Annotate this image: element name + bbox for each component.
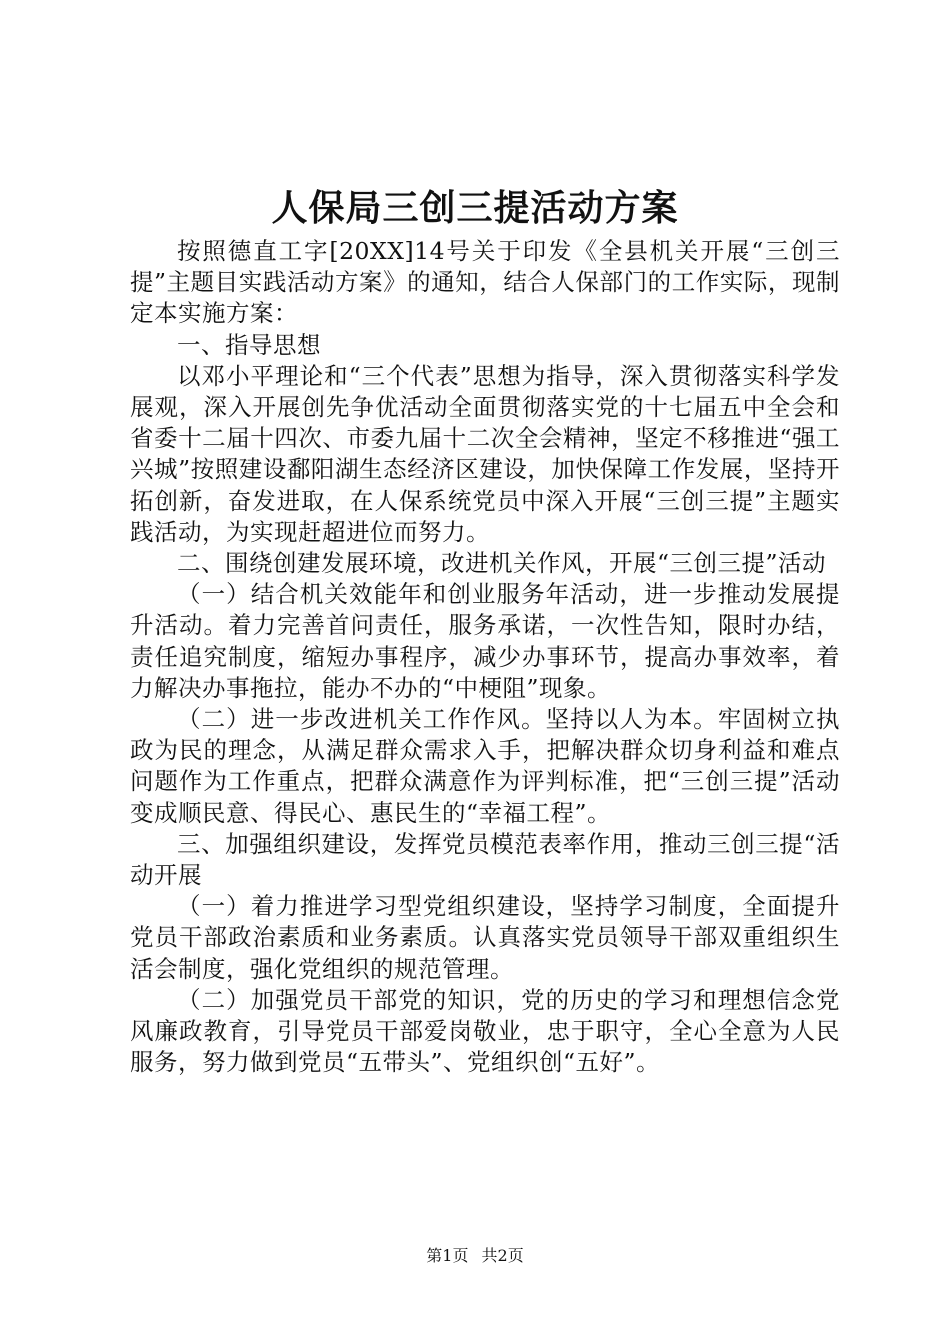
document-body	[130, 236, 840, 1078]
section-3-item-1: （一）着力推进学习型党组织建设，坚持学习制度，全面提升党员干部政治素质和业务素质。认真落实党员领导干部双重组织生活会制度，强化党组织的规范管理。	[130, 892, 840, 983]
intro-paragraph: 按照德直工字[20XX]14号关于印发《全县机关开展“三创三提”主题目实践活动方案》的通知，结合人保部门的工作实际，现制定本实施方案：	[130, 237, 840, 328]
section-3-item-2: （二）加强党员干部党的知识，党的历史的学习和理想信念党风廉政教育，引导党员干部爱岗敬业，忠于职守，全心全意为人民服务，努力做到党员“五带头”、党组织创“五好”。	[130, 985, 840, 1077]
section-heading-1: 一、指导思想	[177, 330, 321, 359]
section-2-item-2: （二）进一步改进机关工作作风。坚持以人为本。牢固树立执政为民的理念，从满足群众需求入手，把解决群众切身利益和难点问题作为工作重点，把群众满意作为评判标准，把“三创三提”活动变成顺民意、得民心、惠民生的“幸福工程”。	[130, 705, 840, 827]
page-number: 第1页	[426, 1246, 469, 1265]
section-heading-2: 二、围绕创建发展环境，改进机关作风，开展“三创三提”活动	[177, 549, 827, 578]
document-title: 人保局三创三提活动方案	[271, 187, 679, 229]
section-1-paragraph: 以邓小平理论和“三个代表”思想为指导，深入贯彻落实科学发展观，深入开展创先争优活动全面贯彻落实党的十七届五中全会和省委十二届十四次、市委九届十二次全会精神，坚定不移推进“强工兴城”按照建设鄱阳湖生态经济区建设，加快保障工作发展，坚持开拓创新，奋发进取，在人保系统党员中深入开展“三创三提”主题实践活动，为实现赶超进位而努力。	[130, 361, 840, 546]
section-heading-3: 三、加强组织建设，发挥党员模范表率作用，推动三创三提“活动开展	[130, 829, 840, 890]
section-2-item-1: （一）结合机关效能年和创业服务年活动，进一步推动发展提升活动。着力完善首问责任，服务承诺，一次性告知，限时办结，责任追究制度，缩短办事程序，减少办事环节，提高办事效率，着力解决办事拖拉，能办不办的“中梗阻”现象。	[130, 580, 840, 702]
page-footer	[0, 1245, 950, 1267]
page-total: 共2页	[481, 1246, 524, 1265]
